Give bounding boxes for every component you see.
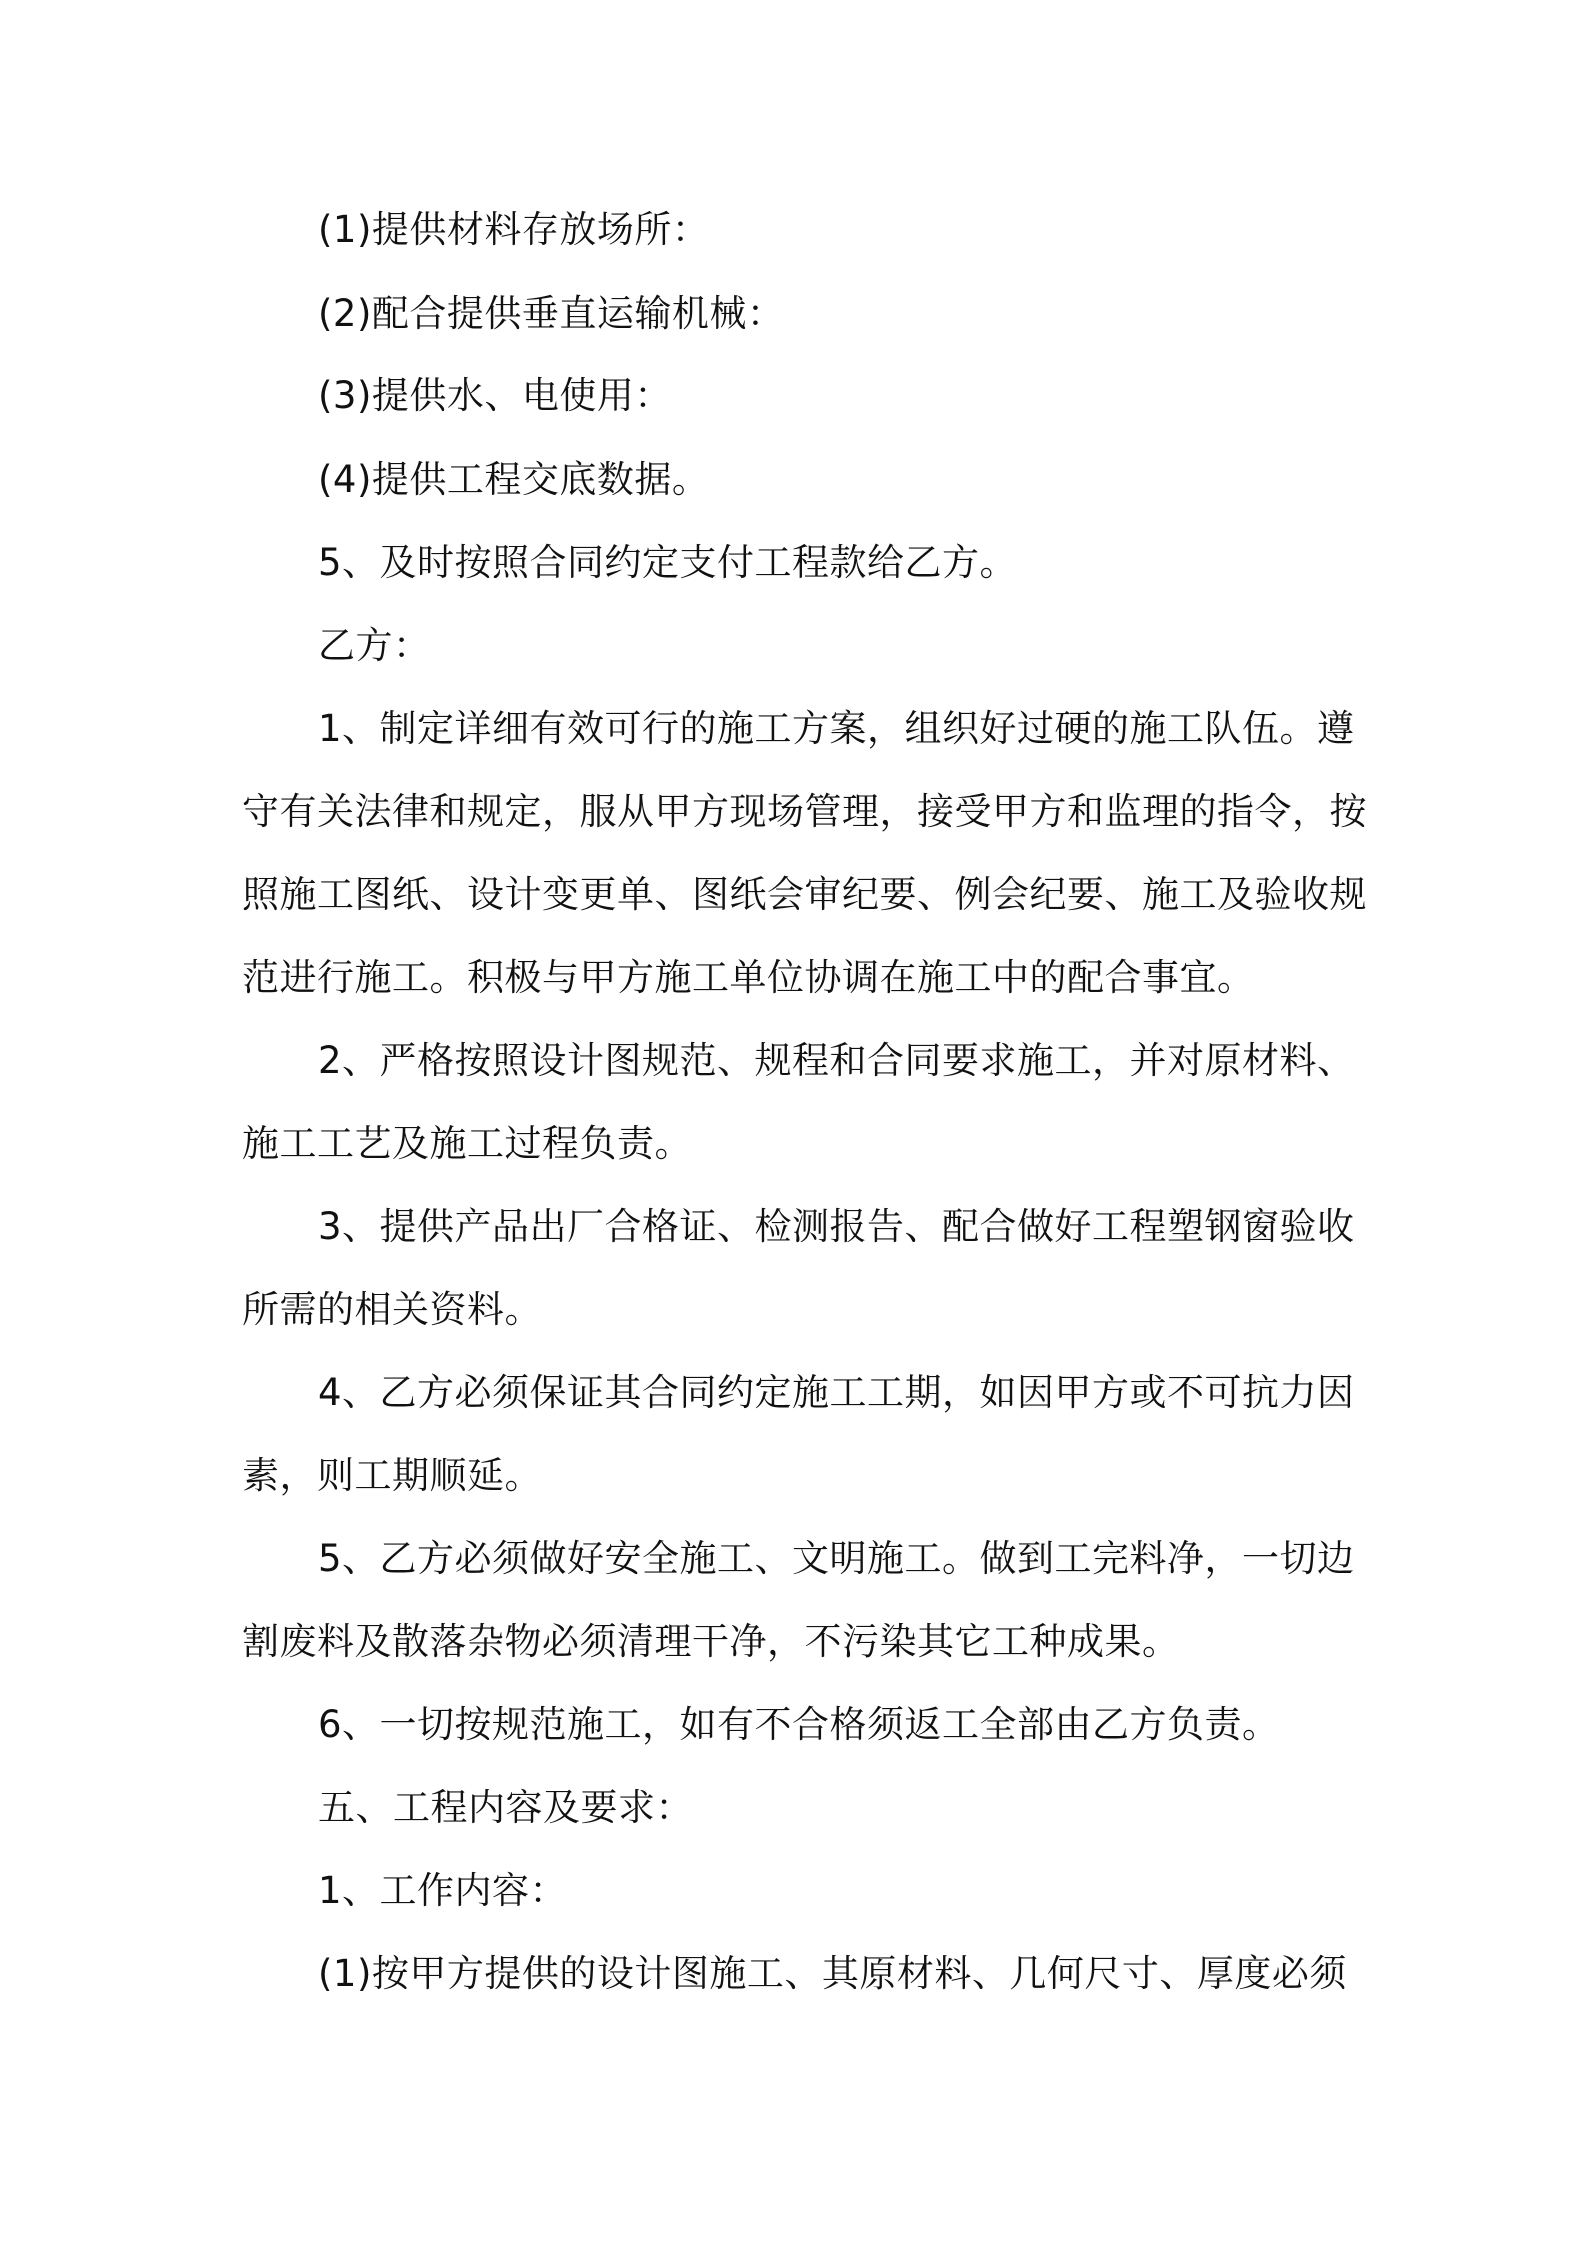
text-line: 5、及时按照合同约定支付工程款给乙方。 — [318, 541, 1018, 584]
text-line: 照施工图纸、设计变更单、图纸会审纪要、例会纪要、施工及验收规 — [242, 873, 1367, 916]
text-line: 所需的相关资料。 — [242, 1288, 542, 1331]
text-line: 五、工程内容及要求： — [318, 1786, 693, 1829]
text-line: 施工工艺及施工过程负责。 — [242, 1122, 692, 1165]
text-line: 守有关法律和规定，服从甲方现场管理，接受甲方和监理的指令，按 — [242, 790, 1367, 833]
text-line: 割废料及散落杂物必须清理干净，不污染其它工种成果。 — [242, 1620, 1180, 1663]
text-line: (1)提供材料存放场所： — [318, 208, 710, 251]
text-line: 1、制定详细有效可行的施工方案，组织好过硬的施工队伍。遵 — [318, 707, 1355, 750]
text-line: 6、一切按规范施工，如有不合格须返工全部由乙方负责。 — [318, 1703, 1280, 1746]
text-line: (3)提供水、电使用： — [318, 374, 672, 417]
text-line: (1)按甲方提供的设计图施工、其原材料、几何尺寸、厚度必须 — [318, 1952, 1347, 1995]
text-line: 1、工作内容： — [318, 1869, 568, 1912]
text-line: 2、严格按照设计图规范、规程和合同要求施工，并对原材料、 — [318, 1039, 1355, 1082]
text-line: 乙方： — [318, 624, 431, 667]
text-line: (2)配合提供垂直运输机械： — [318, 292, 785, 335]
text-line: 范进行施工。积极与甲方施工单位协调在施工中的配合事宜。 — [242, 956, 1255, 999]
text-line: 5、乙方必须做好安全施工、文明施工。做到工完料净，一切边 — [318, 1537, 1355, 1580]
text-line: (4)提供工程交底数据。 — [318, 458, 710, 501]
text-line: 3、提供产品出厂合格证、检测报告、配合做好工程塑钢窗验收 — [318, 1205, 1355, 1248]
text-line: 4、乙方必须保证其合同约定施工工期，如因甲方或不可抗力因 — [318, 1371, 1355, 1414]
text-line: 素，则工期顺延。 — [242, 1454, 542, 1497]
